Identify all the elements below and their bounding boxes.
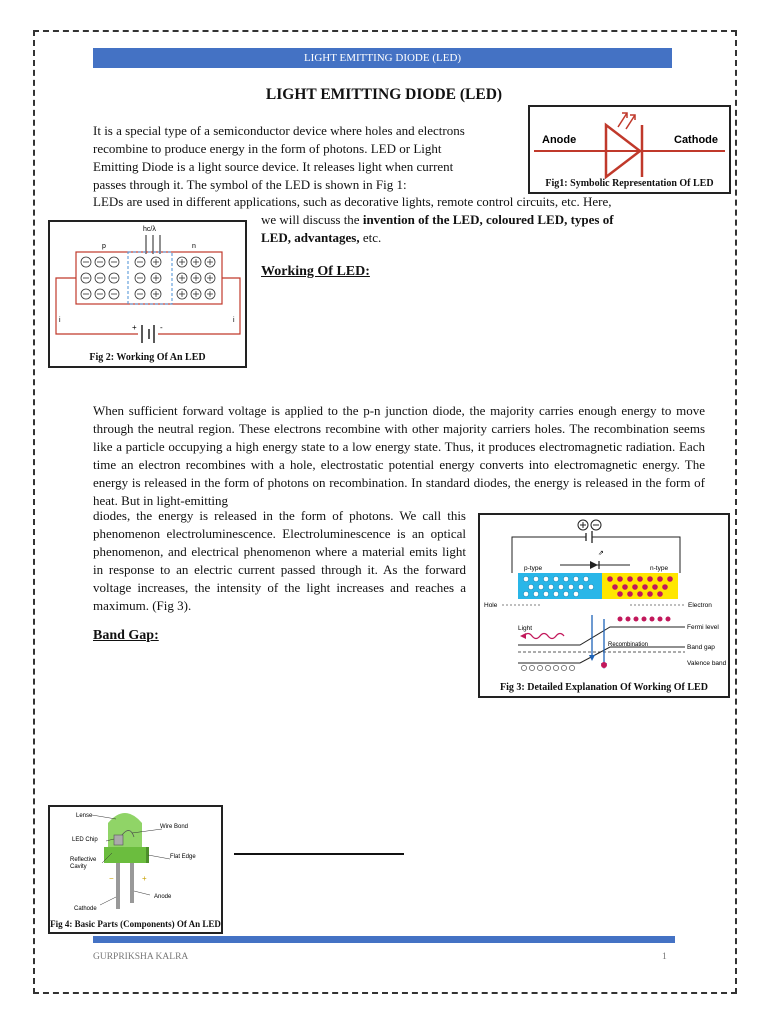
anode-label: Anode	[542, 134, 577, 146]
valence-holes	[521, 665, 574, 670]
fig4-caption: Fig 4: Basic Parts (Components) Of An LED	[50, 919, 221, 929]
valence-band-label: Valence band	[687, 660, 727, 667]
bandgap-heading: Band Gap:	[93, 628, 159, 643]
footer-page-number: 1	[662, 952, 667, 962]
band-gap-label: Band gap	[687, 644, 715, 651]
working-paragraph: When sufficient forward voltage is applied to the p-n junction diode, the majority carries enough energy to move through the neutral region. These electrons recombine with other majority carriers holes. The recombination seems like a particle occupying a high energy state to a low energy state. Thus, it produces electromagnetic radiation. Each time an electron recombines with a hole, electrostatic potential energy converts into electromagnetic energy. The energy is released in the form of photons on recombination. In standard diodes, the energy is released in the form of heat. But in light-emitting	[93, 403, 705, 508]
lense-label: Lense	[76, 813, 93, 819]
header-bar: LIGHT EMITTING DIODE (LED)	[93, 48, 672, 68]
hole-label: Hole	[484, 602, 498, 609]
intro-line-2: recombine to produce energy in the form of photons. LED or Light	[93, 141, 442, 156]
n-type-label: n-type	[650, 565, 669, 572]
reflective-label: Reflective	[70, 857, 97, 863]
intro-line-3: Emitting Diode is a light source device. It releases light when current	[93, 159, 454, 174]
horizontal-rule	[234, 853, 404, 855]
fermi-level-label: Fermi level	[687, 624, 719, 631]
recombination-label: Recombination	[608, 642, 649, 648]
conduction-band-line	[518, 627, 685, 645]
led-parts-diagram	[50, 807, 221, 919]
current-right-label: i	[233, 317, 235, 324]
fig1-caption: Fig1: Symbolic Representation Of LED	[545, 178, 714, 189]
fig3-box	[478, 513, 730, 698]
discuss-line-2	[261, 229, 381, 247]
carrier-signs	[83, 259, 213, 297]
circuit-wire-right	[158, 278, 240, 334]
discuss-line-1	[261, 211, 614, 229]
electron-label: Electron	[688, 602, 712, 609]
conduction-electrons	[618, 617, 671, 622]
anode-lead	[130, 863, 134, 903]
led-dome	[108, 813, 142, 847]
led-detailed-diagram	[480, 515, 728, 677]
intro-line-1: It is a special type of a semiconductor device where holes and electrons	[93, 123, 465, 138]
cavity-label: Cavity	[70, 864, 87, 870]
fig3-caption: Fig 3: Detailed Explanation Of Working Of LED	[500, 682, 708, 693]
cathode-sign: −	[109, 874, 114, 883]
working-paragraph-2: diodes, the energy is released in the form of photons. We call this phenomenon electroluminescence. Electroluminescence is an optical phenomenon, and electrical phenomenon where a material emits light in response to an electric current passed through it. As the forward voltage increases, the intensity of the light increases and reaches a maximum. (Fig 3).	[93, 508, 466, 613]
flat-edge-label: Flat Edge	[170, 854, 196, 860]
anode-part-label: Anode	[154, 894, 172, 900]
led-chip-icon	[114, 835, 123, 845]
battery-minus: -	[160, 323, 163, 332]
cathode-lead	[116, 863, 120, 909]
battery-plus: +	[132, 323, 137, 332]
uses-line: LEDs are used in different applications, such as decorative lights, remote control circuits, etc. Here,	[93, 194, 612, 209]
led-chip-label: LED Chip	[72, 837, 98, 843]
footer-bar	[93, 936, 675, 943]
discuss-bold-2: LED, advantages,	[261, 230, 360, 245]
current-left-label: i	[59, 317, 61, 324]
fig2-box	[48, 220, 247, 368]
light-wave-icon	[524, 634, 564, 639]
light-label: Light	[518, 625, 533, 632]
cathode-label: Cathode	[674, 134, 718, 146]
p-type-label: p-type	[524, 565, 543, 572]
light-rays-icon: ⇗	[598, 550, 604, 557]
discuss-prefix: we will discuss the	[261, 212, 363, 227]
footer-author: GURPRIKSHA KALRA	[93, 952, 189, 962]
anode-sign: +	[142, 874, 147, 883]
led-symbol-diagram	[530, 107, 729, 179]
photon-energy-label: hc/λ	[143, 226, 156, 233]
wire-bond-label: Wire Bond	[160, 824, 189, 830]
fig2-caption: Fig 2: Working Of An LED	[89, 352, 206, 363]
diode-symbol-icon	[590, 561, 598, 569]
circuit-wire-left	[56, 278, 138, 334]
n-region-label: n	[192, 243, 196, 250]
cathode-part-label: Cathode	[74, 906, 97, 912]
intro-line-4: passes through it. The symbol of the LED is shown in Fig 1:	[93, 177, 407, 192]
working-heading: Working Of LED:	[261, 264, 370, 279]
fig4-box	[48, 805, 223, 934]
discuss-suffix: etc.	[359, 230, 382, 245]
recombining-electron	[601, 662, 607, 668]
fig1-box	[528, 105, 731, 194]
light-arrow-icon	[618, 113, 627, 127]
light-wave-arrowhead	[520, 633, 526, 639]
discuss-bold-1: invention of the LED, coloured LED, types of	[362, 212, 614, 227]
p-region-label: p	[102, 243, 106, 250]
valence-band-line	[518, 647, 685, 663]
document-title: LIGHT EMITTING DIODE (LED)	[265, 86, 503, 103]
led-working-diagram	[50, 222, 245, 350]
